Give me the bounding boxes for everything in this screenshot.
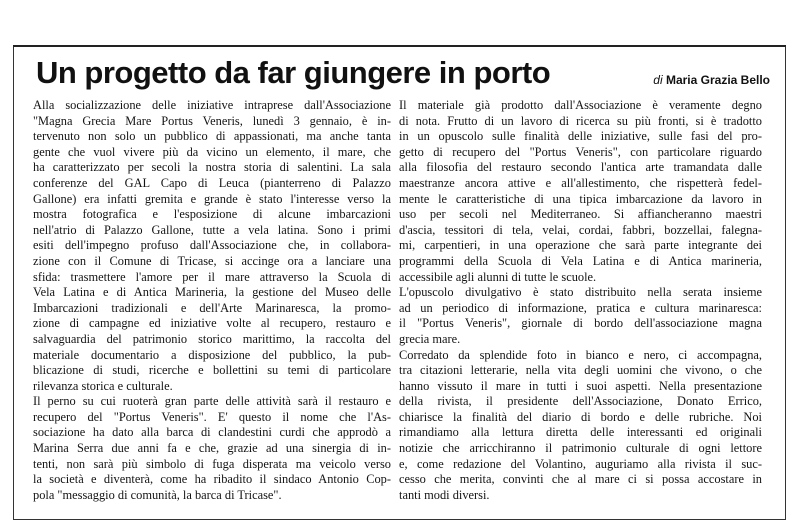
byline-prefix: di: [653, 73, 663, 87]
text-line: nell'atrio di Palazzo Gallone, tutte a vela latina. Sono i primi: [33, 222, 391, 237]
text-line: tanti modi diversi.: [399, 487, 490, 502]
text-line: salvaguardia del patrimonio storico marittimo, la raccolta del: [33, 331, 391, 346]
text-line: chiarisce la finalità del diario di bordo e delle rubriche. Noi: [399, 409, 762, 424]
text-line: d'ascia, tessitori di tela, velai, cordai, fabbri, bozzellai, falegna-: [399, 222, 762, 237]
text-line: cesso che merita, convinti che al mare ci si possa accostare in: [399, 472, 762, 487]
text-line: Il materiale già prodotto dall'Associazione è veramente degno: [399, 98, 762, 112]
text-line: zione con il Comune di Tricase, si accinge ora a lanciare una: [33, 253, 391, 268]
text-line: maestranze ancora attive e all'allestimento, che rispetterà fedel-: [399, 175, 762, 190]
text-line: materiale documentario a disposizione del pubblico, la pub-: [33, 347, 391, 362]
top-rule: [13, 45, 786, 47]
text-line: mostra fotografica e l'esposizione di alcune imbarcazioni: [33, 207, 391, 222]
text-line: hanno vissuto il mare in tutti i suoi aspetti. Nella presentazione: [399, 378, 762, 393]
text-line: mente le caratteristiche di una tipica imbarcazione da lavoro in: [399, 191, 762, 206]
text-line: Imbarcazioni tradizionali e dell'Arte Marinaresca, la promo-: [33, 300, 391, 315]
text-line: L'opuscolo divulgativo è stato distribuito nella serata insieme: [399, 285, 762, 300]
text-line: rilevanza storica e culturale.: [33, 378, 173, 393]
text-line: recupero del "Portus Veneris". E' questo il nome che l'As-: [33, 409, 391, 424]
left-column: [33, 98, 391, 503]
text-line: ad un periodico di informazione, pratica e cultura marinaresca:: [399, 300, 762, 315]
text-line: Vela Latina e di Antica Marineria, la gestione del Museo delle: [33, 285, 391, 300]
text-line: della rivista, il presidente dell'Associazione, Donato Errico,: [399, 394, 762, 409]
text-line: "Magna Grecia Mare Portus Veneris, lunedì 3 gennaio, è in-: [33, 113, 391, 128]
text-line: tervenuto non solo un pubblico di appassionati, ma anche tanta: [33, 129, 391, 144]
text-line: pola "messaggio di comunità, la barca di Tricase".: [33, 487, 282, 502]
text-line: Corredato da splendide foto in bianco e nero, ci accompagna,: [399, 347, 762, 362]
text-line: e, come redazione del Volantino, auguriamo alla rivista il suc-: [399, 456, 762, 471]
right-column: [399, 98, 762, 503]
text-line: esiti dell'impegno profuso dall'Associazione che, in collabora-: [33, 238, 391, 253]
text-line: getto di recupero del "Portus Veneris", con particolare riguardo: [399, 144, 762, 159]
text-line: sfida: trasmettere l'amore per il mare attraverso la Scuola di: [33, 269, 391, 284]
text-line: in un opuscolo sulle finalità delle iniziative, sulle fasi del pro-: [399, 129, 762, 144]
text-line: il "Portus Veneris", giornale di bordo dell'associazione magna: [399, 316, 762, 331]
text-line: tra citazioni letterarie, nella vita degli uomini che vivono, o che: [399, 363, 762, 378]
text-line: grecia mare.: [399, 331, 461, 346]
text-line: sociazione ha dato alla barca di clandestini curdi che approdò a: [33, 425, 391, 440]
text-line: Marina Serra due anni fa e che, grazie ad una sinergia di in-: [33, 441, 391, 456]
author-name: Maria Grazia Bello: [665, 73, 770, 87]
text-line: accessibile agli alunni di tutte le scuole.: [399, 269, 597, 284]
text-line: programmi della Scuola di Vela Latina e di Antica marineria,: [399, 253, 762, 268]
text-line: uso per secoli nel Mediterraneo. Si affiancheranno maestri: [399, 207, 762, 222]
text-line: Il perno su cui ruoterà gran parte delle attività sarà il restauro e: [33, 394, 391, 409]
text-line: blicazione di studi, ricerche e bollettini su temi di particolare: [33, 363, 391, 378]
text-line: ha caratterizzato per secoli la nostra storia di salentini. La sala: [33, 160, 391, 175]
text-line: rimandiamo alla lettura diretta delle interessanti ed originali: [399, 425, 762, 440]
text-line: Alla socializzazione delle iniziative intraprese dall'Associazione: [33, 98, 391, 112]
text-line: tenti, non sarà più simbolo di fuga disperata ma veicolo verso: [33, 456, 391, 471]
text-line: alla filosofia del restauro secondo l'antica arte tramandata dalle: [399, 160, 762, 175]
article-title: Un progetto da far giungere in porto: [36, 55, 551, 90]
text-line: la società e diventerà, come ha ribadito il sindaco Antonio Cop-: [33, 472, 391, 487]
text-line: di nota. Frutto di un lavoro di ricerca su più fronti, si è tradotto: [399, 113, 762, 128]
text-line: gente che vuol vivere più da vicino un elemento, il mare, che: [33, 144, 391, 159]
text-line: notizie che arricchiranno il patrimonio culturale di ogni lettore: [399, 441, 762, 456]
byline: [653, 73, 770, 87]
text-line: mi, carpentieri, in una operazione che sarà parte integrante dei: [399, 238, 762, 253]
text-line: Gallone) era infatti gremita e grande è stato l'interesse verso la: [33, 191, 391, 206]
text-line: zione di campagne ed iniziative volte al recupero, restauro e: [33, 316, 391, 331]
text-line: conferenze del GAL Capo di Leuca (pianterreno di Palazzo: [33, 175, 391, 190]
